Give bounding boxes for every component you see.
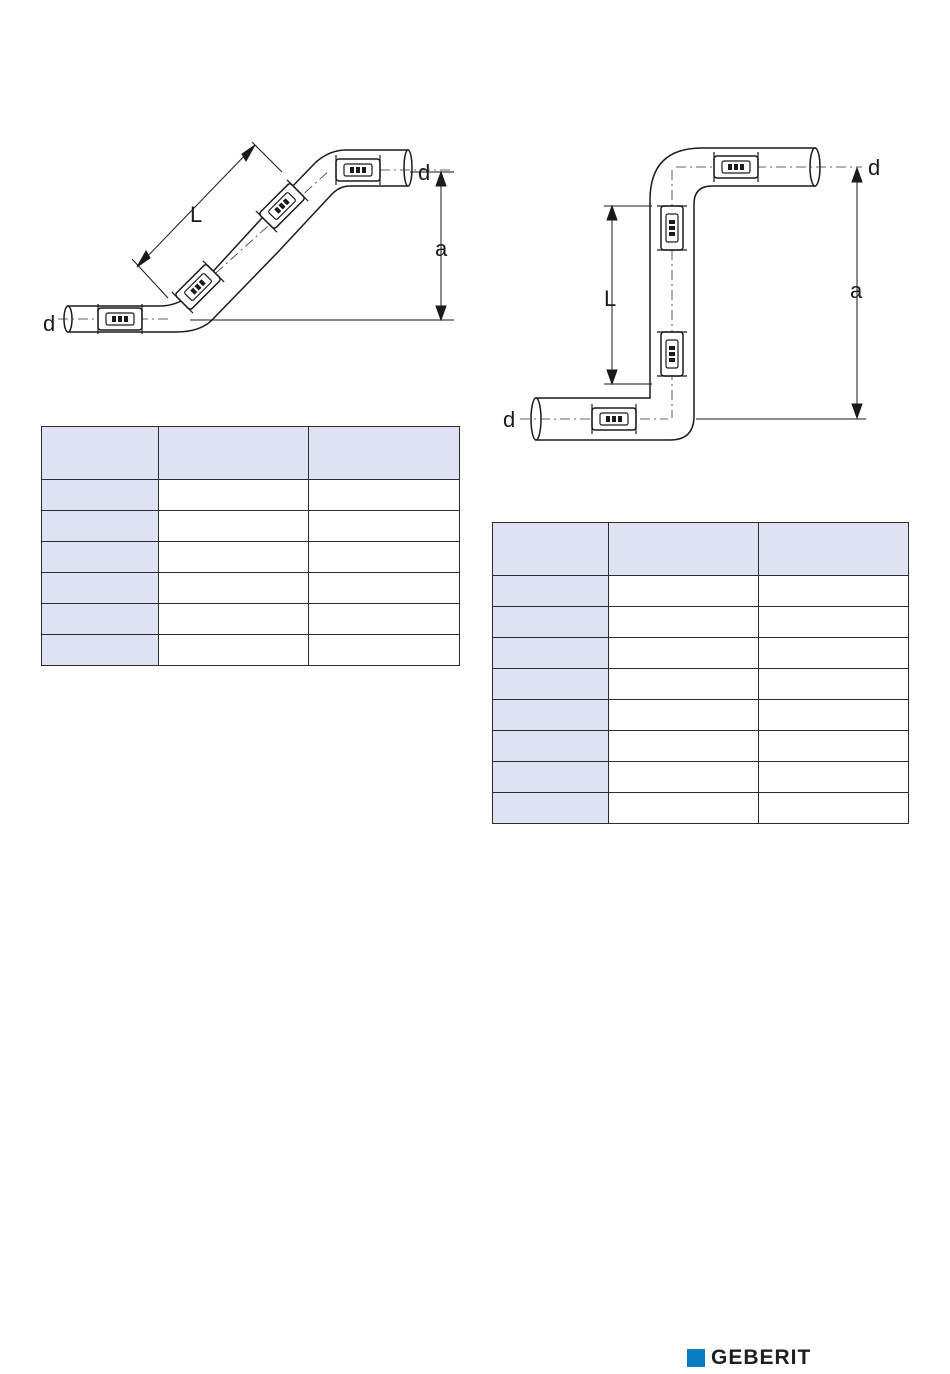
table-cell xyxy=(493,731,609,762)
table-cell xyxy=(759,762,909,793)
header-cell xyxy=(159,427,309,480)
length-label-offset: L xyxy=(190,202,203,227)
table-cell xyxy=(609,607,759,638)
ninety-degree-pipe-diagram xyxy=(490,130,910,460)
header-cell xyxy=(493,523,609,576)
table-cell xyxy=(309,511,460,542)
table-row xyxy=(42,635,460,666)
table-cell xyxy=(159,480,309,511)
table-cell xyxy=(609,576,759,607)
length-label-90: L xyxy=(604,286,617,311)
table-row xyxy=(493,638,909,669)
table-cell xyxy=(159,604,309,635)
ninety-degree-dimension-table xyxy=(492,522,909,824)
table-row xyxy=(42,573,460,604)
header-cell xyxy=(609,523,759,576)
table-cell xyxy=(759,700,909,731)
table-cell xyxy=(609,793,759,824)
table-cell xyxy=(493,607,609,638)
table-cell xyxy=(42,542,159,573)
table-row xyxy=(42,480,460,511)
table-cell xyxy=(309,573,460,604)
table-row xyxy=(493,762,909,793)
table-row xyxy=(493,576,909,607)
table-row xyxy=(42,511,460,542)
table-cell xyxy=(42,511,159,542)
height-label-offset: a xyxy=(435,236,448,261)
table-cell xyxy=(609,700,759,731)
table-cell xyxy=(42,635,159,666)
table-cell xyxy=(309,604,460,635)
geberit-logo xyxy=(687,1347,811,1369)
table-cell xyxy=(159,542,309,573)
table-row xyxy=(493,700,909,731)
table-row xyxy=(42,604,460,635)
table-cell xyxy=(309,542,460,573)
logo-square-icon xyxy=(687,1349,705,1367)
table-cell xyxy=(309,480,460,511)
table-cell xyxy=(759,793,909,824)
table-cell xyxy=(42,604,159,635)
table-cell xyxy=(493,793,609,824)
table-row xyxy=(42,542,460,573)
height-label-90: a xyxy=(850,278,863,303)
table-cell xyxy=(493,669,609,700)
table-cell xyxy=(759,576,909,607)
table-cell xyxy=(609,669,759,700)
table-header-row xyxy=(493,523,909,576)
table-cell xyxy=(493,762,609,793)
table-cell xyxy=(159,511,309,542)
table-cell xyxy=(159,635,309,666)
table-row xyxy=(493,731,909,762)
offset-pipe-diagram xyxy=(30,130,470,350)
diameter-label-bottom-offset: d xyxy=(43,311,56,336)
brand-name: GEBERIT xyxy=(711,1346,812,1369)
diameter-label-bottom-90: d xyxy=(503,407,516,432)
header-cell xyxy=(42,427,159,480)
table-cell xyxy=(609,762,759,793)
table-row xyxy=(493,793,909,824)
table-cell xyxy=(493,576,609,607)
header-cell xyxy=(759,523,909,576)
header-cell xyxy=(309,427,460,480)
table-cell xyxy=(759,607,909,638)
table-row xyxy=(493,607,909,638)
table-cell xyxy=(759,638,909,669)
offset-dimension-table xyxy=(41,426,460,666)
table-cell xyxy=(42,480,159,511)
table-cell xyxy=(159,573,309,604)
table-cell xyxy=(309,635,460,666)
diameter-label-top-offset: d xyxy=(418,160,431,185)
table-row xyxy=(493,669,909,700)
diameter-label-top-90: d xyxy=(868,155,881,180)
table-cell xyxy=(759,669,909,700)
table-cell xyxy=(609,731,759,762)
table-cell xyxy=(493,700,609,731)
table-header-row xyxy=(42,427,460,480)
table-cell xyxy=(493,638,609,669)
table-cell xyxy=(609,638,759,669)
table-cell xyxy=(759,731,909,762)
table-cell xyxy=(42,573,159,604)
